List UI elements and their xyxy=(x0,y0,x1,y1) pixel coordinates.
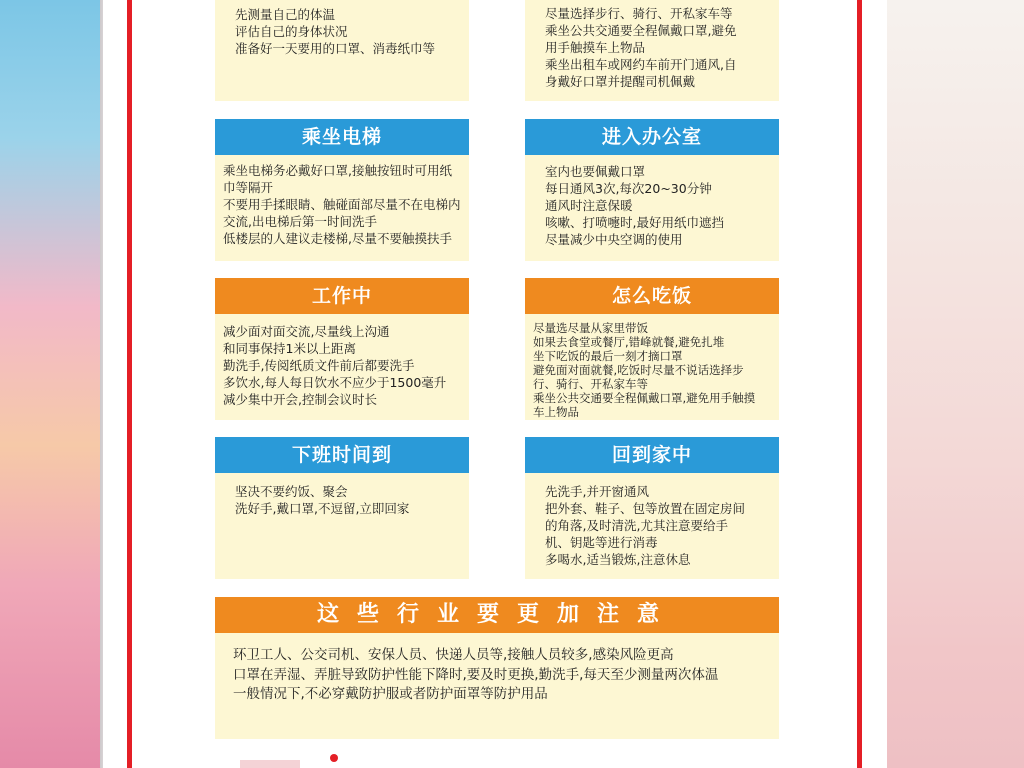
card-industries xyxy=(215,597,779,739)
card-body xyxy=(525,314,779,420)
card-line: 和同事保持1米以上距离 xyxy=(223,341,356,356)
footer-bar xyxy=(240,760,300,768)
card-line: 避免面对面就餐,吃饭时尽量不说话选择步 xyxy=(533,363,744,377)
card-line: 评估自己的身体状况 xyxy=(235,24,348,39)
card-line: 尽量减少中央空调的使用 xyxy=(545,232,683,247)
card-line: 减少集中开会,控制会议时长 xyxy=(223,392,377,407)
card-line: 洗好手,戴口罩,不逗留,立即回家 xyxy=(235,501,410,516)
card-body xyxy=(525,0,779,101)
card-body xyxy=(215,314,469,420)
card-commute-transport xyxy=(525,0,779,101)
card-line: 尽量选尽量从家里带饭 xyxy=(533,321,648,335)
card-line: 不要用手揉眼睛、触碰面部尽量不在电梯内 xyxy=(223,197,461,212)
card-working xyxy=(215,278,469,420)
card-line: 机、钥匙等进行消毒 xyxy=(545,535,658,550)
card-title: 这些行业要更加注意 xyxy=(215,597,779,633)
card-line: 多喝水,适当锻炼,注意休息 xyxy=(545,552,691,567)
card-eating xyxy=(525,278,779,420)
card-elevator xyxy=(215,119,469,261)
card-line: 咳嗽、打喷嚏时,最好用纸巾遮挡 xyxy=(545,215,724,230)
card-line: 如果去食堂或餐厅,错峰就餐,避免扎堆 xyxy=(533,335,725,349)
card-line: 尽量选择步行、骑行、开私家车等 xyxy=(545,6,733,21)
card-line: 先测量自己的体温 xyxy=(235,7,336,22)
card-line: 减少面对面交流,尽量线上沟通 xyxy=(223,324,390,339)
card-line: 坚决不要约饭、聚会 xyxy=(235,484,348,499)
card-body xyxy=(215,155,469,261)
card-line: 准备好一天要用的口罩、消毒纸巾等 xyxy=(235,41,436,56)
card-commute-prep xyxy=(215,0,469,101)
card-body xyxy=(215,0,469,101)
card-line: 交流,出电梯后第一时间洗手 xyxy=(223,214,377,229)
card-line: 坐下吃饭的最后一刻才摘口罩 xyxy=(533,349,683,363)
card-body xyxy=(525,155,779,261)
card-line: 行、骑行、开私家车等 xyxy=(533,377,648,391)
card-title: 回到家中 xyxy=(525,437,779,473)
card-body xyxy=(215,473,469,579)
card-office xyxy=(525,119,779,261)
card-line: 的角落,及时清洗,尤其注意要给手 xyxy=(545,518,728,533)
background-right xyxy=(884,0,1024,768)
card-line: 多饮水,每人每日饮水不应少于1500毫升 xyxy=(223,375,447,390)
card-body xyxy=(525,473,779,579)
card-title: 乘坐电梯 xyxy=(215,119,469,155)
card-title: 工作中 xyxy=(215,278,469,314)
card-title: 进入办公室 xyxy=(525,119,779,155)
card-off-work xyxy=(215,437,469,579)
card-line: 乘坐电梯务必戴好口罩,接触按钮时可用纸 xyxy=(223,163,452,178)
card-title: 怎么吃饭 xyxy=(525,278,779,314)
card-line: 一般情况下,不必穿戴防护服或者防护面罩等防护用品 xyxy=(233,686,548,702)
card-line: 勤洗手,传阅纸质文件前后都要洗手 xyxy=(223,358,415,373)
card-line: 通风时注意保暖 xyxy=(545,198,633,213)
card-line: 先洗手,并开窗通风 xyxy=(545,484,649,499)
card-line: 用手触摸车上物品 xyxy=(545,40,646,55)
card-line: 每日通风3次,每次20~30分钟 xyxy=(545,181,712,196)
card-line: 口罩在弄湿、弄脏导致防护性能下降时,要及时更换,勤洗手,每天至少测量两次体温 xyxy=(233,666,719,683)
poster-border-left xyxy=(127,0,132,768)
background-left xyxy=(0,0,100,768)
poster-border-right xyxy=(857,0,862,768)
card-line: 室内也要佩戴口罩 xyxy=(545,164,646,179)
card-line: 乘坐公共交通要全程佩戴口罩,避免 xyxy=(545,23,737,38)
card-line: 低楼层的人建议走楼梯,尽量不要触摸扶手 xyxy=(223,231,452,246)
card-line: 把外套、鞋子、包等放置在固定房间 xyxy=(545,501,746,516)
card-line: 车上物品 xyxy=(533,405,579,419)
card-home xyxy=(525,437,779,579)
card-line: 身戴好口罩并提醒司机佩戴 xyxy=(545,74,696,89)
footer-logo xyxy=(240,752,350,768)
card-line: 乘坐公共交通要全程佩戴口罩,避免用手触摸 xyxy=(533,391,756,405)
card-line: 巾等隔开 xyxy=(223,180,274,195)
footer-dot-icon xyxy=(330,754,338,762)
card-body xyxy=(215,633,779,739)
card-line: 乘坐出租车或网约车前开门通风,自 xyxy=(545,57,737,72)
card-line: 环卫工人、公交司机、安保人员、快递人员等,接触人员较多,感染风险更高 xyxy=(233,647,674,663)
card-title: 下班时间到 xyxy=(215,437,469,473)
